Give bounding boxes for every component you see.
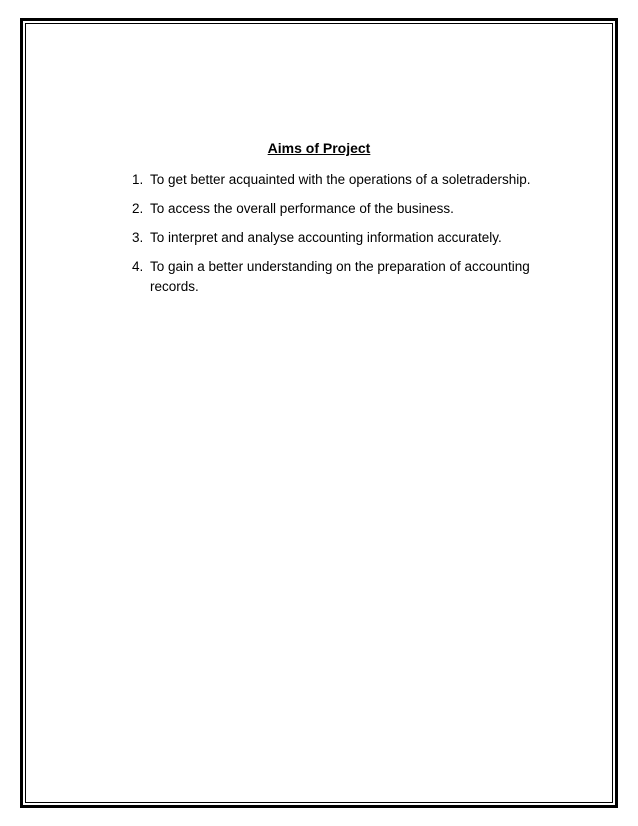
list-item-number: 4. <box>132 259 144 274</box>
aims-list <box>120 170 560 306</box>
list-item-text: To get better acquainted with the operations of a soletradership. <box>150 172 531 187</box>
list-item <box>120 228 560 248</box>
list-item-number: 2. <box>132 201 144 216</box>
list-item-text: To gain a better understanding on the preparation of accounting records. <box>150 259 530 294</box>
list-item <box>120 199 560 219</box>
list-item <box>120 170 560 190</box>
list-item-number: 1. <box>132 172 144 187</box>
list-item-text: To access the overall performance of the business. <box>150 201 454 216</box>
page-title: Aims of Project <box>267 140 371 156</box>
list-item <box>120 257 560 297</box>
list-item-number: 3. <box>132 230 144 245</box>
list-item-text: To interpret and analyse accounting information accurately. <box>150 230 502 245</box>
